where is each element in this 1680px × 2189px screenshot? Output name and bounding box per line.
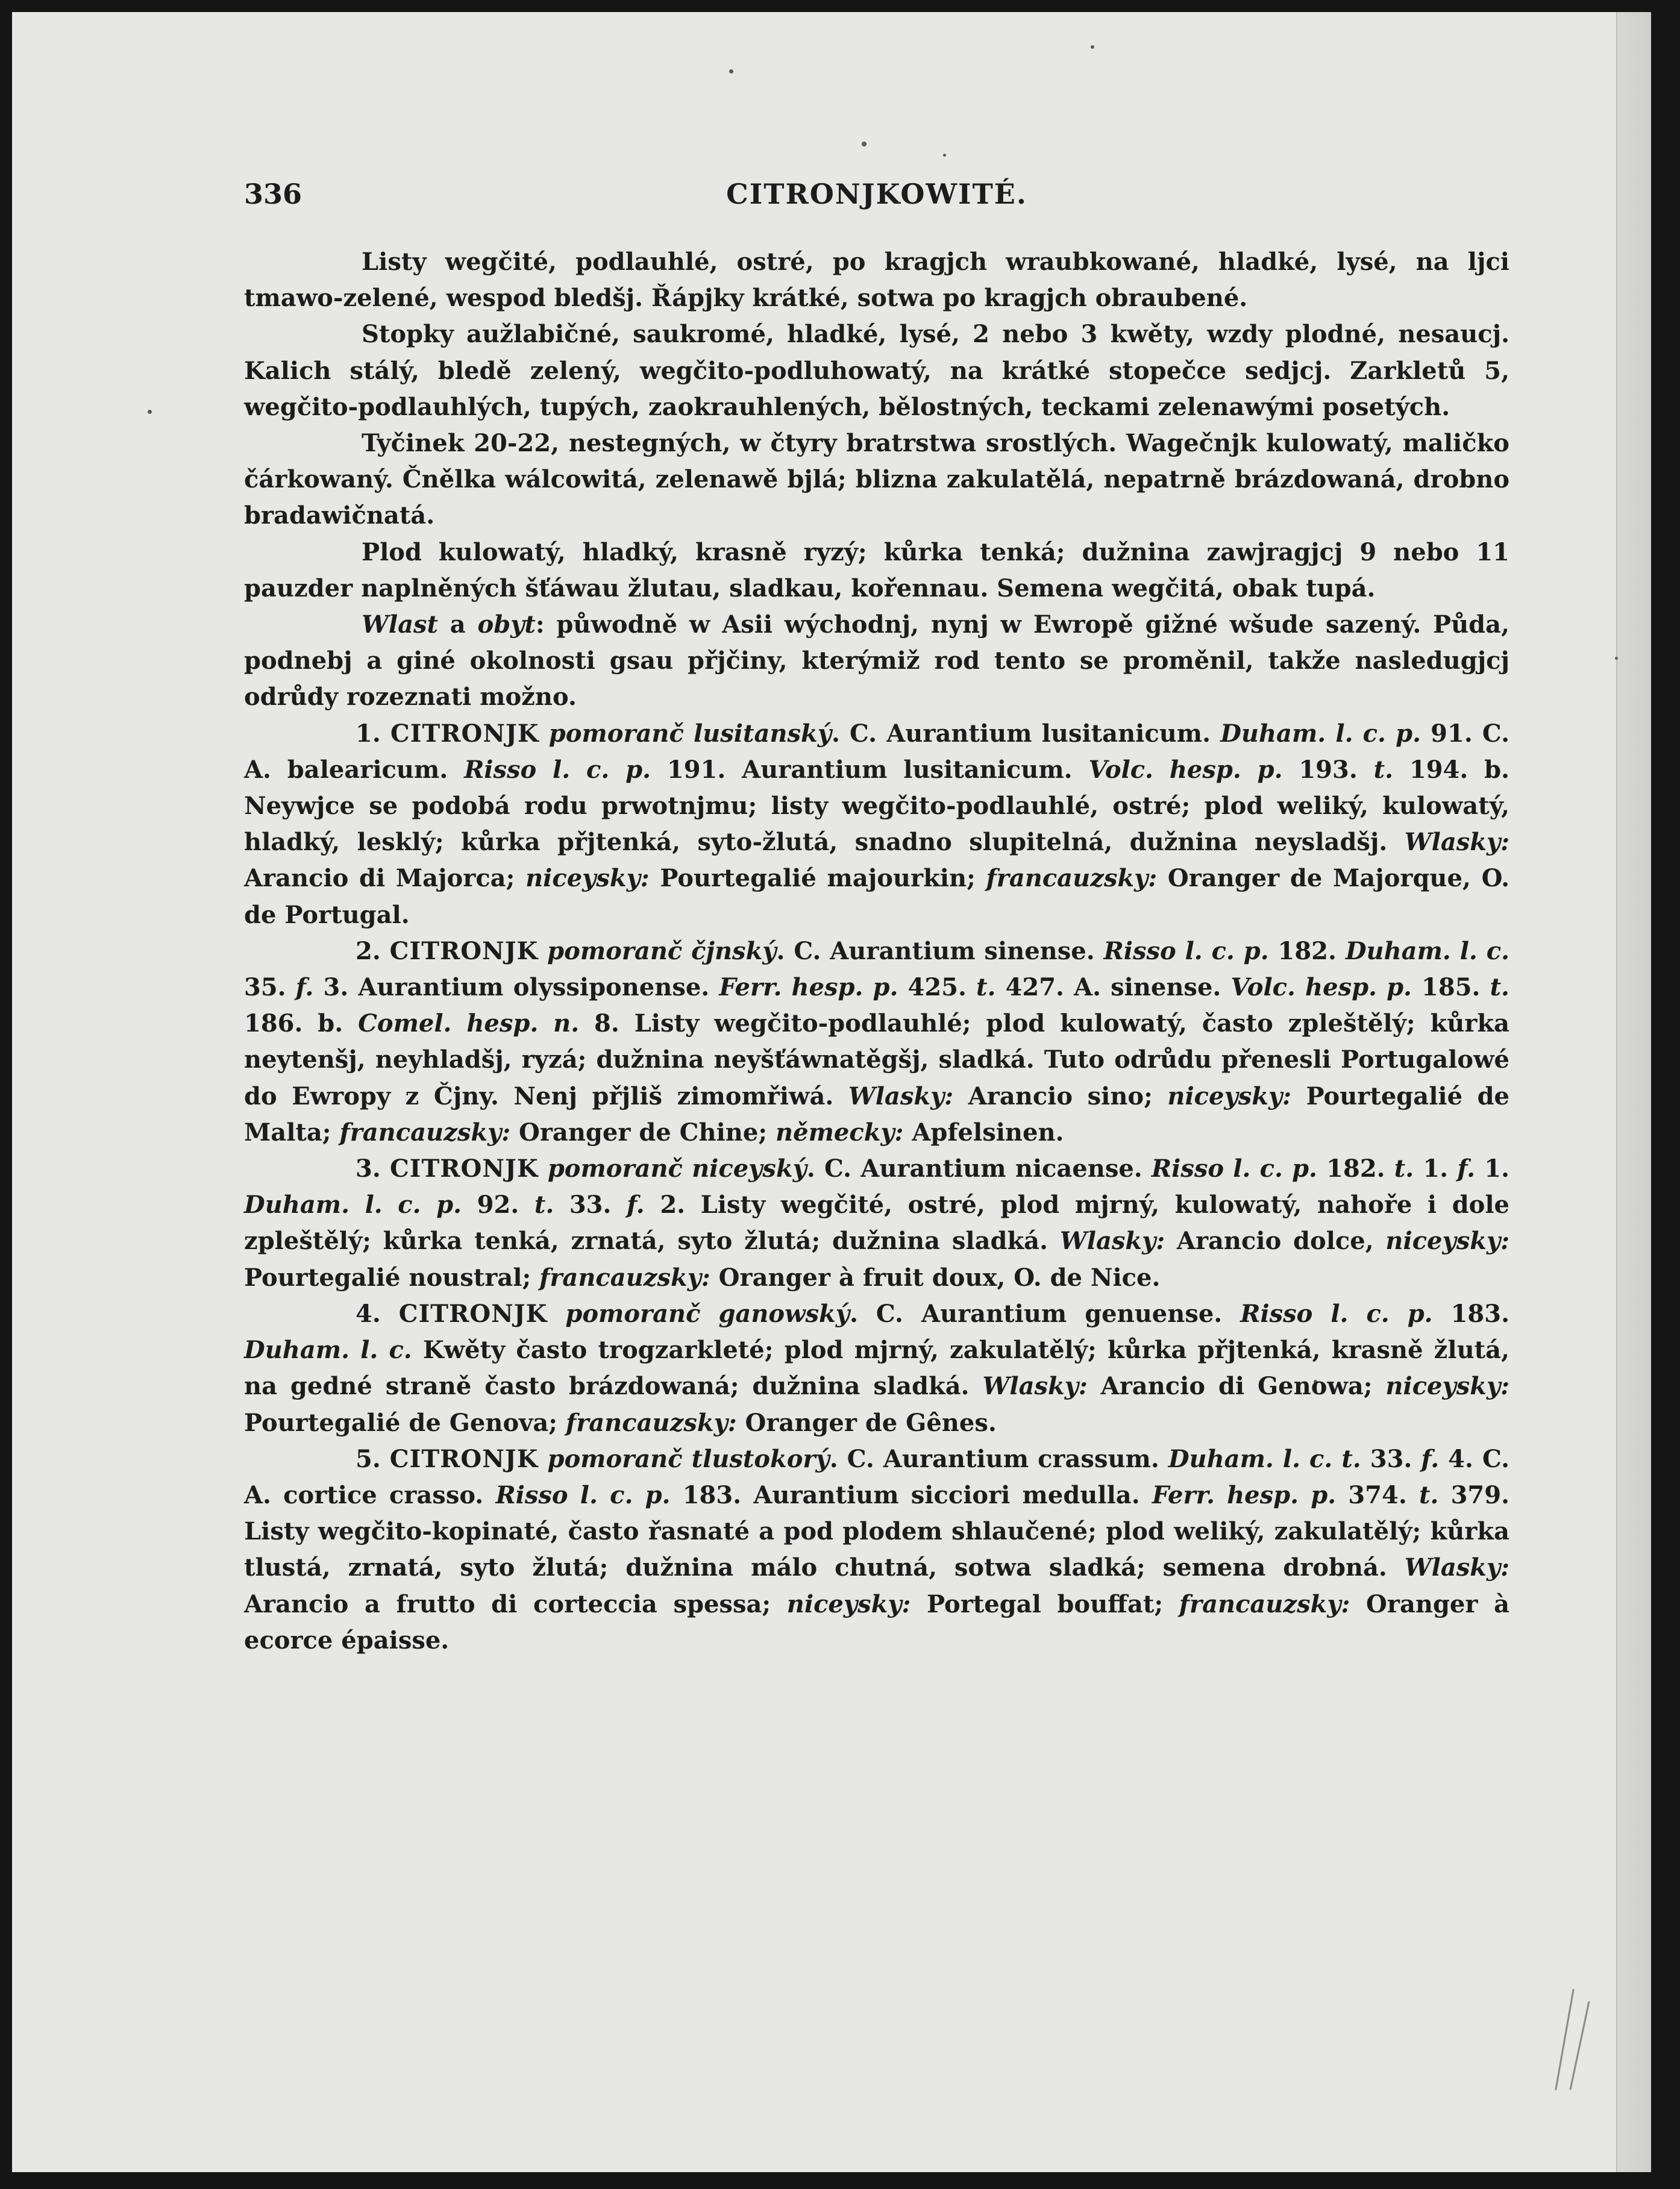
entry-language-label: niceysky: (1385, 1372, 1509, 1401)
entry-reference: t. (1394, 1154, 1414, 1183)
entry-text: 3. Aurantium olyssiponense. (313, 973, 719, 1002)
entry-species: pomoranč tlustokorý (538, 1444, 830, 1473)
entry-language-label: francauzsky: (1179, 1589, 1350, 1618)
entry-number: 3. (356, 1154, 390, 1183)
paragraph-stamens: Tyčinek 20-22, nestegných, w čtyry bratrstwa srostlých. Wagečnjk kulowatý, maličko čárkowaný. Čnělka wálcowitá, zelenawě bjlá; blizna zakulatělá, nepatrně brázdowaná, drobno bradawičnatá. (244, 429, 1509, 530)
entry-language-label: Wlasky: (1404, 828, 1509, 857)
body-text (244, 244, 1509, 1659)
page-title: CITRONJKOWITÉ. (726, 178, 1027, 210)
paper-speck (1615, 657, 1618, 660)
entry-text: Oranger de Chine; (510, 1118, 776, 1147)
entry-language-label: francauzsky: (565, 1408, 737, 1437)
entry-species: pomoranč ganowský (547, 1299, 850, 1328)
entry-text: 1. (1414, 1154, 1458, 1183)
paper-crack (1569, 2001, 1590, 2090)
entry-number: 5. (356, 1444, 390, 1473)
entry-reference: Volc. hesp. p. (1088, 755, 1283, 784)
entry-reference: Risso l. c. p. (1103, 936, 1269, 965)
entry-text: 374. (1336, 1480, 1419, 1509)
entry-language-label: Wlasky: (848, 1082, 954, 1110)
entry-genus: CITRONJK (398, 1299, 548, 1328)
origin-text: : půwodně w Asii wýchodnj, nynj w Ewropě gižné wšude sazený. Půda, podnebj a giné okolnosti gsau přjčiny, kterýmiž rod tento se proměnil, takže nasledugjcj odrůdy rozeznati možno. (244, 610, 1509, 712)
entry-genus: CITRONJK (390, 719, 539, 748)
entry-reference: Duham. l. c. t. (1168, 1444, 1361, 1473)
variety-entry-5 (244, 1441, 1509, 1659)
entry-text: 33. (1361, 1444, 1421, 1473)
entry-text: 8. Listy wegčito-podlauhlé; plod kulowatý, často zpleštělý; kůrka neytenšj, neyhladšj, ryzá; dužnina neyšťáwnatěgšj, sladká. Tuto odrůdu přenesli Portugalowé do Ewropy z Čjny. Nenj přjliš zimomřiwá. (244, 1009, 1509, 1110)
entry-genus: CITRONJK (389, 1154, 539, 1183)
paper-speck (148, 410, 152, 414)
entry-text: Pourtegalié noustral; (244, 1263, 540, 1292)
entry-reference: t. (1490, 973, 1509, 1002)
entry-language-label: niceysky: (1385, 1227, 1509, 1256)
paragraph-leaves: Listy wegčité, podlauhlé, ostré, po kragjch wraubkowané, hladké, lysé, na ljci tmawo-zelené, wespod bledšj. Řápjky krátké, sotwa po kragjch obraubené. (244, 248, 1509, 313)
paper-crack (1555, 1989, 1574, 2090)
entry-language-label: niceysky: (786, 1589, 911, 1618)
entry-language-label: niceysky: (525, 864, 650, 893)
entry-text: Pourtegalié de Malta; (244, 1082, 1510, 1147)
entry-reference: f. (295, 973, 314, 1002)
entry-text: 33. (554, 1191, 627, 1220)
page-gutter (1616, 12, 1651, 2172)
entry-text: 379. Listy wegčito-kopinaté, často řasnaté a pod plodem shlaučené; plod weliký, zakulatělý; kůrka tlustá, zrnatá, syto žlutá; dužnina málo chutná, sotwa sladká; semena drobná. (244, 1480, 1509, 1582)
entry-text: Apfelsinen. (903, 1118, 1064, 1147)
entry-text: 2. Listy wegčité, ostré, plod mjrný, kulowatý, nahoře i dole zpleštělý; kůrka tenká, zrnatá, syto žlutá; dužnina sladká. (244, 1191, 1509, 1256)
entry-text: Arancio dolce, (1165, 1227, 1386, 1256)
entry-text: 186. b. (244, 1009, 359, 1038)
entry-reference: t. (1418, 1480, 1439, 1509)
entry-text: Oranger à ecorce épaisse. (244, 1589, 1510, 1655)
entry-number: 1. (356, 719, 390, 748)
entry-language-label: francauzsky: (539, 1263, 710, 1292)
entry-genus: CITRONJK (389, 936, 539, 965)
paragraph-fruit: Plod kulowatý, hladký, krasně ryzý; kůrka tenká; dužnina zawjragjcj 9 nebo 11 pauzder naplněných šťáwau žlutau, sladkau, kořennau. Semena wegčitá, obak tupá. (244, 537, 1509, 603)
entry-text: . C. Aurantium nicaense. (806, 1154, 1152, 1183)
entry-language-label: francauzsky: (986, 864, 1158, 893)
entry-reference: Risso l. c. p. (464, 755, 651, 784)
entry-species: pomoranč čjnský (538, 936, 777, 965)
variety-entry-3 (244, 1151, 1509, 1296)
entry-text: Arancio di Genowa; (1087, 1372, 1386, 1401)
origin-connector: a (438, 610, 478, 639)
variety-entry-1 (244, 716, 1509, 933)
entry-reference: Risso l. c. p. (495, 1480, 671, 1509)
entry-reference: Risso l. c. p. (1240, 1299, 1433, 1328)
entry-text: Oranger à fruit doux, O. de Nice. (710, 1263, 1161, 1292)
entry-text: 4. C. A. cortice crasso. (244, 1444, 1509, 1509)
entry-reference: f. (1421, 1444, 1440, 1473)
entry-text: Oranger de Gênes. (736, 1408, 997, 1437)
entry-text: 92. (462, 1191, 534, 1220)
entry-reference: Duham. l. c. p. (1220, 719, 1421, 748)
entry-reference: Comel. hesp. n. (358, 1009, 580, 1038)
entry-reference: f. (1457, 1154, 1476, 1183)
entry-text: Portegal bouffat; (911, 1589, 1179, 1618)
entry-text: 182. (1317, 1154, 1394, 1183)
entry-text: . C. Aurantium lusitanicum. (831, 719, 1221, 748)
entry-text: . C. Aurantium genuense. (850, 1299, 1241, 1328)
entry-text: Arancio a frutto di corteccia spessa; (244, 1589, 787, 1618)
entry-text: 425. (898, 973, 977, 1002)
entry-text: Arancio sino; (953, 1082, 1168, 1110)
entry-text: 194. b. Neywjce se podobá rodu prwotnjmu; listy wegčito-podlauhlé, ostré; plod weliký, kulowatý, hladký, lesklý; kůrka přjtenká, syto-žlutá, snadno slupitelná, dužnina neysladšj. (244, 755, 1510, 857)
entry-text: 183. (1432, 1299, 1510, 1328)
entry-text: 35. (244, 973, 296, 1002)
entry-text: . C. Aurantium sinense. (776, 936, 1104, 965)
paragraph-stalks: Stopky aužlabičné, saukromé, hladké, lysé, 2 nebo 3 kwěty, wzdy plodné, nesaucj. Kalich stálý, bledě zelený, wegčito-podluhowatý, na krátké stopečce sedjcj. Zarkletů 5, wegčito-podlauhlých, tupých, zaokrauhlených, bělostných, teckami zelenawými posetých. (244, 320, 1509, 421)
entry-reference: Risso l. c. p. (1151, 1154, 1317, 1183)
entry-text: Kwěty často trogzarkleté; plod mjrný, zakulatělý; kůrka přjtenká, krasně žlutá, na gedné straně často brázdowaná; dužnina sladká. (244, 1336, 1509, 1401)
page-content (244, 12, 1509, 2172)
entry-text: Arancio di Majorca; (244, 864, 526, 893)
paragraph-origin (244, 607, 1509, 716)
entry-text: . C. Aurantium crassum. (829, 1444, 1168, 1473)
running-head (244, 178, 1509, 220)
variety-entry-2 (244, 933, 1509, 1151)
book-page (12, 12, 1651, 2172)
entry-reference: f. (627, 1191, 645, 1220)
entry-number: 2. (356, 936, 390, 965)
entry-text: Pourtegalié de Genova; (244, 1408, 566, 1437)
entry-language-label: Wlasky: (1404, 1553, 1509, 1582)
entry-text: 91. C. A. balearicum. (244, 719, 1509, 784)
page-number: 336 (244, 178, 302, 210)
entry-text: Pourtegalié majourkin; (649, 864, 986, 893)
entry-text: 193. (1282, 755, 1374, 784)
variety-entry-4 (244, 1296, 1509, 1441)
entry-reference: t. (976, 973, 996, 1002)
entry-genus: CITRONJK (389, 1444, 539, 1473)
entry-text: 1. (1475, 1154, 1510, 1183)
entry-species: pomoranč lusitanský (539, 719, 832, 748)
entry-reference: Ferr. hesp. p. (1152, 1480, 1337, 1509)
entry-text: 427. A. sinense. (995, 973, 1231, 1002)
entry-language-label: niceysky: (1167, 1082, 1291, 1110)
entry-reference: Duham. l. c. (244, 1336, 412, 1365)
entry-language-label: Wlasky: (1059, 1227, 1165, 1256)
entry-language-label: francauzsky: (339, 1118, 511, 1147)
entry-reference: Volc. hesp. p. (1230, 973, 1412, 1002)
entry-text: 182. (1268, 936, 1346, 965)
entry-species: pomoranč niceyský (538, 1154, 807, 1183)
label-obyt: obyt (477, 610, 536, 639)
entry-reference: Ferr. hesp. p. (719, 973, 898, 1002)
entry-reference: t. (1373, 755, 1394, 784)
entry-number: 4. (356, 1299, 399, 1328)
entry-text: 185. (1411, 973, 1490, 1002)
entry-text: 191. Aurantium lusitanicum. (651, 755, 1089, 784)
label-wlast: Wlast (362, 610, 439, 639)
entry-reference: Duham. l. c. p. (244, 1191, 462, 1220)
entry-text: Oranger de Majorque, O. de Portugal. (244, 864, 1510, 929)
entry-language-label: německy: (776, 1118, 904, 1147)
entry-text: 183. Aurantium sicciori medulla. (670, 1480, 1152, 1509)
entry-reference: Duham. l. c. (1345, 936, 1509, 965)
entry-reference: t. (534, 1191, 554, 1220)
entry-language-label: Wlasky: (982, 1372, 1088, 1401)
